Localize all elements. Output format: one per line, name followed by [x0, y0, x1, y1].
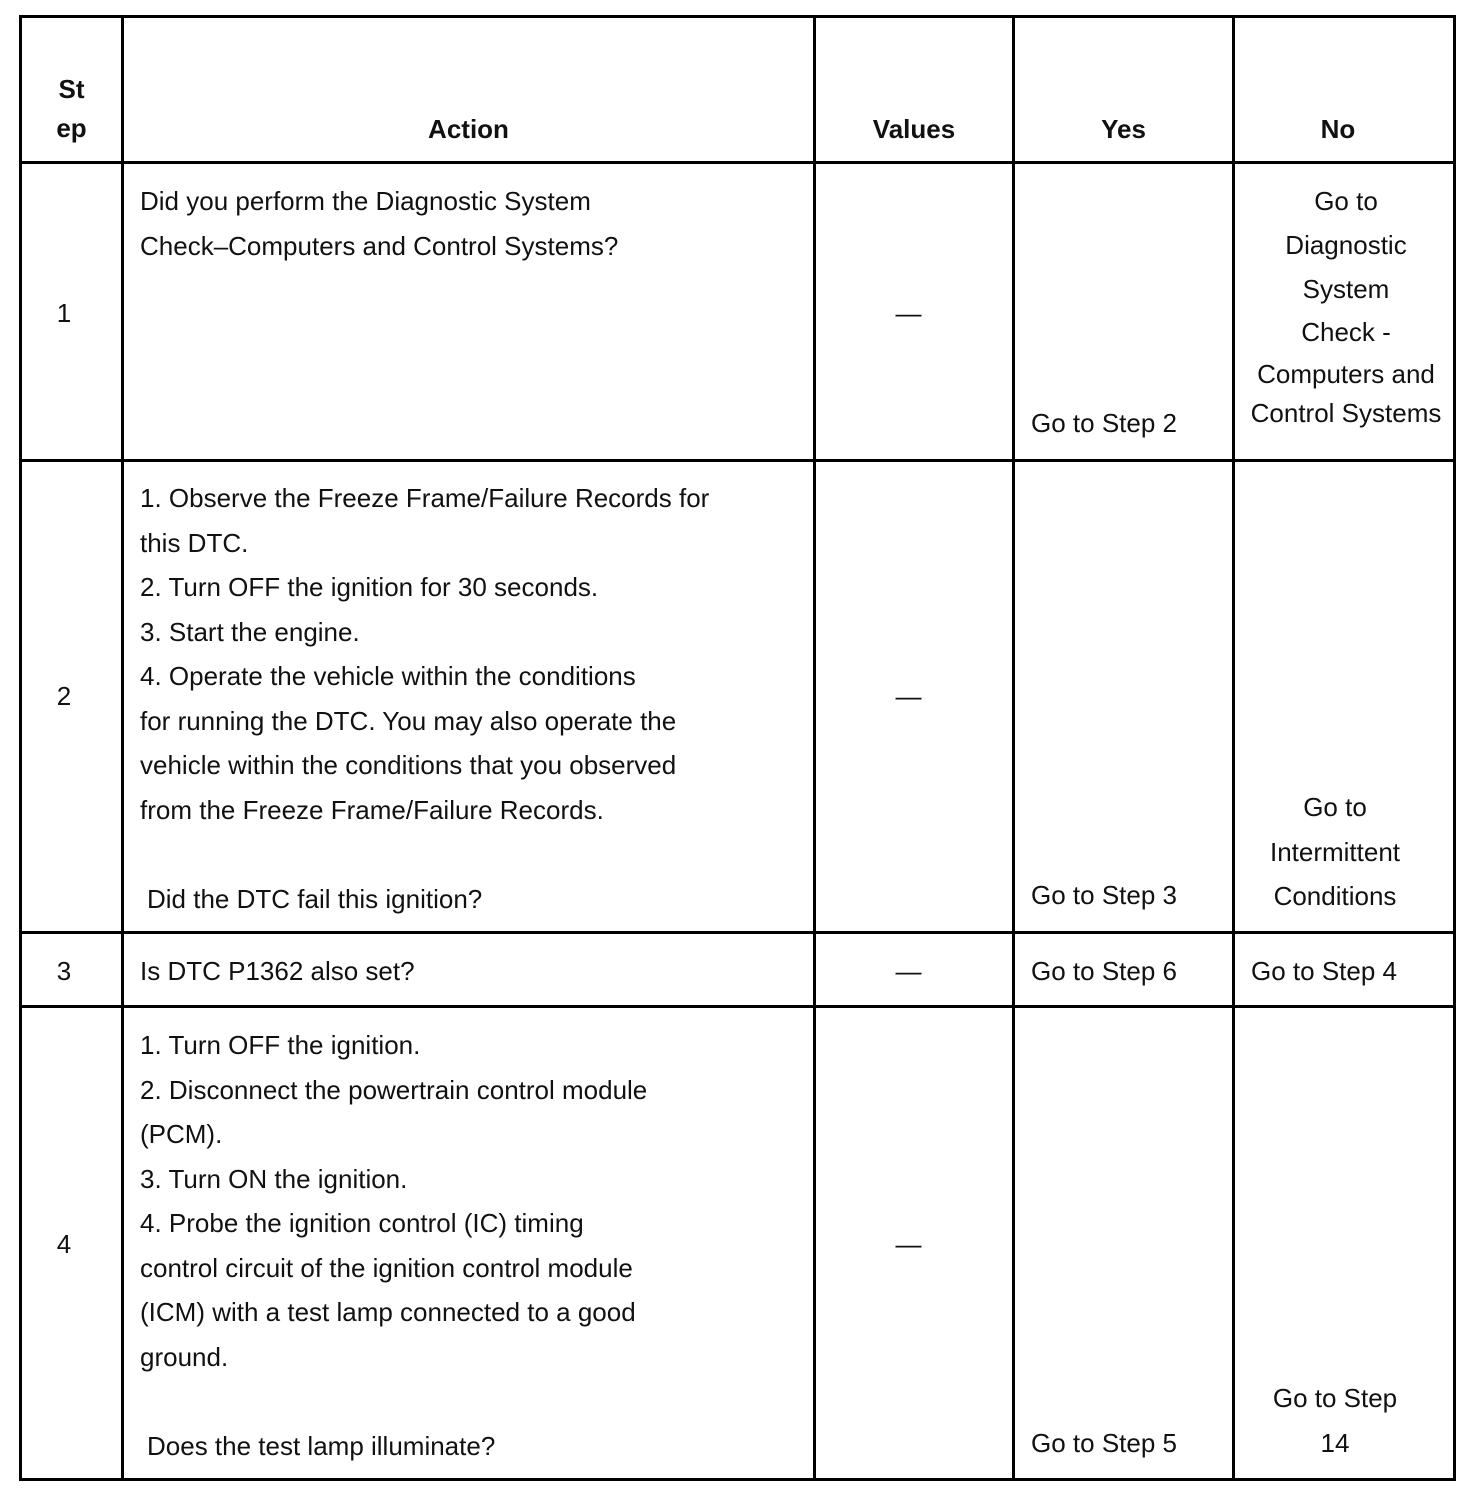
column-divider: [1453, 15, 1456, 1481]
row-divider: [19, 161, 1456, 164]
action-line: 3. Turn ON the ignition.: [140, 1163, 408, 1194]
action-text: [140, 179, 810, 268]
action-text: [140, 949, 810, 994]
value-text: —: [895, 1229, 922, 1259]
action-line: 4. Probe the ignition control (IC) timing: [140, 1208, 584, 1238]
header-step-line: St: [58, 74, 85, 104]
action-line: (ICM) with a test lamp connected to a good: [140, 1297, 636, 1327]
column-divider: [1232, 15, 1235, 1481]
no-text: [1240, 179, 1452, 431]
no-line: Go to Step: [1272, 1383, 1398, 1413]
no-line: 14: [1320, 1427, 1350, 1458]
action-line: ground.: [140, 1341, 229, 1372]
action-line: control circuit of the ignition control module: [140, 1252, 633, 1283]
header-step-line: ep: [56, 113, 87, 143]
step-number: 4: [56, 1229, 72, 1259]
action-line: 3. Start the engine.: [140, 616, 360, 647]
column-divider: [121, 15, 124, 1481]
no-text: [1235, 1376, 1435, 1465]
column-divider: [1012, 15, 1015, 1481]
yes-text: Go to Step 2: [1031, 408, 1177, 438]
row-divider: [19, 1005, 1456, 1008]
action-line: 1. Turn OFF the ignition.: [140, 1030, 421, 1060]
no-line: Go to: [1303, 792, 1367, 822]
row-divider: [19, 931, 1456, 934]
no-line: Go to: [1314, 186, 1378, 216]
action-text: [140, 1023, 810, 1468]
header-values: Values: [872, 114, 956, 144]
step-number: 2: [56, 681, 72, 711]
no-line: Control Systems: [1250, 398, 1442, 428]
value-text: —: [895, 298, 922, 328]
no-line: Computers and: [1257, 359, 1435, 389]
no-line: Conditions: [1273, 881, 1397, 911]
step-number: 3: [56, 956, 72, 986]
header-step: [22, 70, 121, 148]
action-question: Did the DTC fail this ignition?: [147, 883, 483, 914]
action-text: [140, 476, 810, 921]
yes-text: Go to Step 5: [1031, 1428, 1177, 1458]
yes-text: Go to Step 6: [1031, 956, 1177, 986]
action-line: from the Freeze Frame/Failure Records.: [140, 794, 604, 825]
action-line: vehicle within the conditions that you observed: [140, 750, 677, 780]
no-text: [1235, 785, 1435, 919]
row-divider: [19, 459, 1456, 462]
value-text: —: [895, 956, 922, 986]
action-question: Does the test lamp illuminate?: [147, 1430, 496, 1461]
no-line: Diagnostic: [1285, 230, 1407, 260]
action-line: 1. Observe the Freeze Frame/Failure Records for: [140, 483, 710, 513]
action-line: 2. Turn OFF the ignition for 30 seconds.: [140, 572, 599, 602]
header-action: Action: [428, 114, 509, 144]
action-line: Check–Computers and Control Systems?: [140, 230, 619, 261]
step-number: 1: [56, 298, 72, 328]
value-text: —: [895, 681, 922, 711]
no-text: [1251, 949, 1451, 994]
no-line: Check -: [1301, 317, 1391, 347]
action-line: Did you perform the Diagnostic System: [140, 186, 591, 216]
no-line: Go to Step 4: [1251, 956, 1397, 986]
no-line: Intermittent: [1269, 836, 1401, 867]
action-line: Is DTC P1362 also set?: [140, 956, 415, 986]
header-no: No: [1320, 114, 1356, 144]
header-yes: Yes: [1101, 114, 1146, 144]
action-line: 4. Operate the vehicle within the conditions: [140, 661, 636, 691]
action-line: for running the DTC. You may also operate the: [140, 705, 677, 736]
action-line: (PCM).: [140, 1119, 223, 1149]
action-line: 2. Disconnect the powertrain control module: [140, 1074, 648, 1105]
yes-text: Go to Step 3: [1031, 880, 1177, 910]
action-line: this DTC.: [140, 527, 249, 558]
no-line: System: [1302, 274, 1390, 304]
